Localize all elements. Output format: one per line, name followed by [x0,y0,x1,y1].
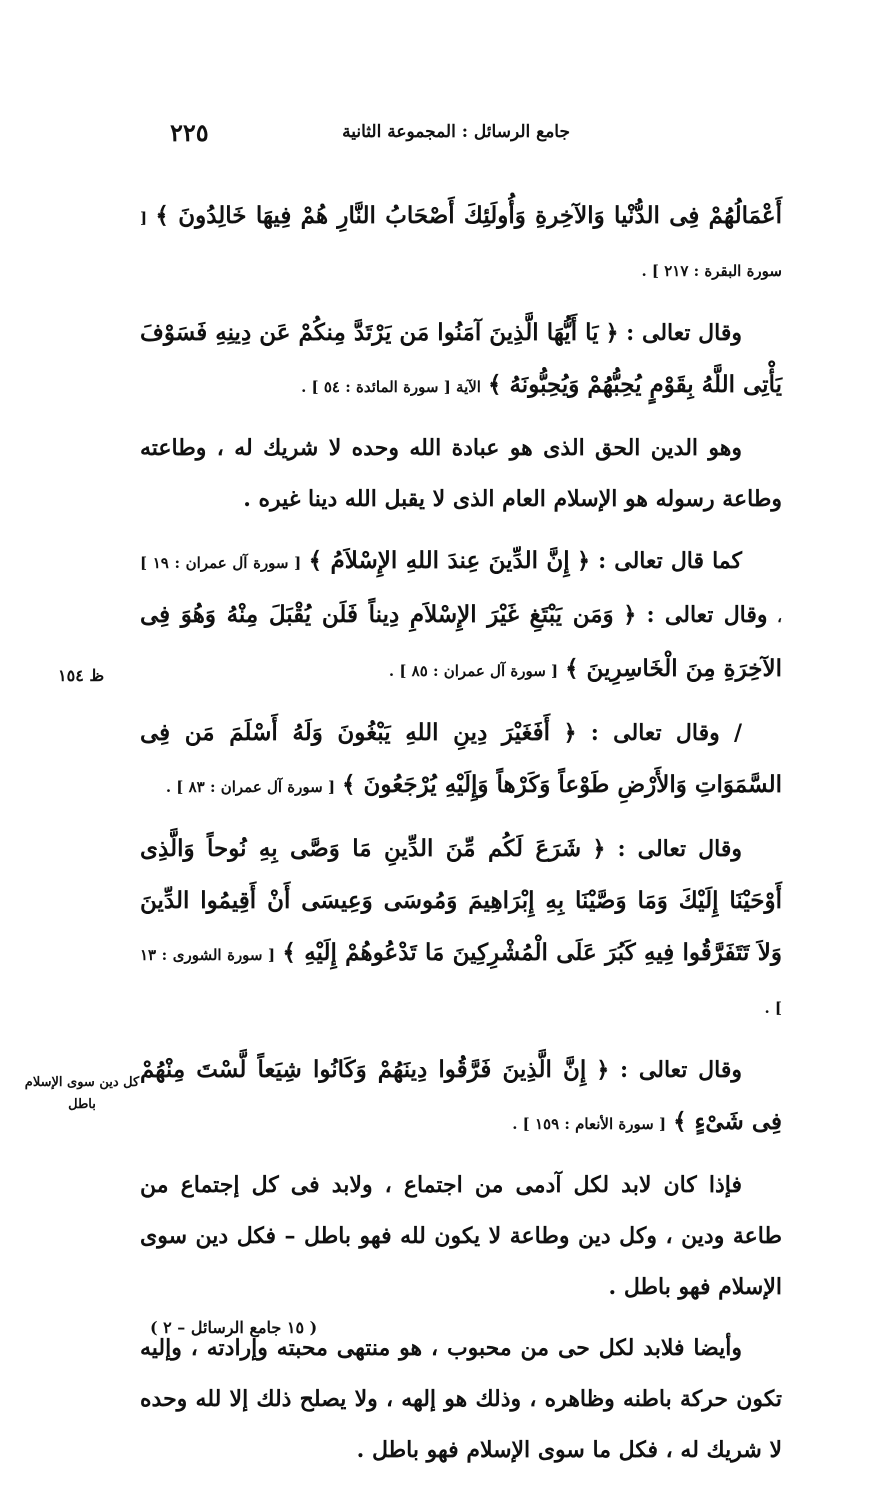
main-text [140,190,782,1486]
verse-reference: [ سورة الشورى : ١٣ ] . [140,946,782,1017]
quran-verse-2: وَمَن يَبْتَغِ غَيْرَ الإِسْلاَمِ دِيناً فَلَن يُقْبَلَ مِنْهُ وَهُوَ فِى الآخِرَةِ مِنَ الْخَاسِرِينَ ﴾ [140,601,782,682]
verse-reference: [ سورة البقرة : ٢١٧ ] . [140,209,782,280]
paragraph-5 [140,707,782,813]
folio-marker: ظ ١٥٤ [58,666,105,685]
verse-reference: [ سورة آل عمران : ١٩ ] ، [140,554,783,626]
verse-reference: الآية [ سورة المائدة : ٥٤ ] . [301,378,481,396]
quran-verse: إِنَّ الدِّينَ عِندَ اللهِ الإِسْلاَمُ ﴾ [308,547,570,574]
quran-verse: إِنَّ الَّذِينَ فَرَّقُوا دِينَهُمْ وَكَانُوا شِيَعاً لَّسْتَ مِنْهُمْ فِى شَىْءٍ ﴾ [140,1056,782,1135]
paragraph-7 [140,1044,782,1150]
margin-note: كل دين سوى الإسلام باطل [24,1075,140,1112]
verse-intro-2: وقال تعالى : ﴿ [623,602,768,628]
verse-reference: [ سورة الأنعام : ١٥٩ ] . [512,1115,667,1133]
verse-reference: [ سورة آل عمران : ٨٣ ] . [165,778,336,796]
quran-verse: يَا أَيُّهَا الَّذِينَ آمَنُوا مَن يَرْتَدَّ مِنكُمْ عَن دِينِهِ فَسَوْفَ يَأْتِى اللَّهُ بِقَوْمٍ يُحِبُّهُمْ وَيُحِبُّونَهُ ﴾ [140,319,782,398]
paragraph-9: وأيضا فلابد لكل حى من محبوب ، هو منتهى محبته وإرادته ، وإليه تكون حركة باطنه وظاهره ، وذلك هو إلهه ، ولا يصلح ذلك إلا لله وحده لا شريك له ، فكل ما سوى الإسلام فهو باطل . [140,1335,782,1463]
verse-intro: / وقال تعالى : ﴿ [563,720,743,746]
verse-intro: وقال تعالى : ﴿ [596,1057,742,1083]
verse-intro: وقال تعالى : ﴿ [605,320,742,346]
quran-verse: أَفَغَيْرَ دِينِ اللهِ يَبْغُونَ وَلَهُ أَسْلَمَ مَن فِى السَّمَوَاتِ وَالأَرْضِ طَوْعاً وَكَرْهاً وَإِلَيْهِ يُرْجَعُونَ ﴾ [140,719,782,798]
page-header [150,118,780,158]
running-title: جامع الرسائل : المجموعة الثانية [342,122,570,142]
paragraph-8: فإذا كان لابد لكل آدمى من اجتماع ، ولابد فى كل إجتماع من طاعة ودين ، وكل دين وطاعة لا يكون لله فهو باطل – فكل دين سوى الإسلام فهو باطل . [140,1172,782,1300]
paragraph-4 [140,535,782,697]
signature-mark: ( ١٥ جامع الرسائل – ٢ ) [150,1318,318,1337]
paragraph-1 [140,190,782,297]
paragraph-6 [140,823,782,1034]
verse-intro: وقال تعالى : ﴿ [592,836,742,862]
verse-intro: كما قال تعالى : ﴿ [577,548,742,574]
quran-verse: شَرَعَ لَكُم مِّنَ الدِّينِ مَا وَصَّى بِهِ نُوحاً وَالَّذِى أَوْحَيْنَا إِلَيْكَ وَمَا وَصَّيْنَا بِهِ إِبْرَاهِيمَ وَمُوسَى وَعِيسَى أَنْ أَقِيمُوا الدِّينَ وَلاَ تَتَفَرَّقُوا فِيهِ كَبُرَ عَلَى الْمُشْرِكِينَ مَا تَدْعُوهُمْ إِلَيْهِ ﴾ [140,835,782,966]
paragraph-3: وهو الدين الحق الذى هو عبادة الله وحده لا شريك له ، وطاعته وطاعة رسوله هو الإسلام العام الذى لا يقبل الله دينا غيره . [140,435,782,512]
verse-reference-2: [ سورة آل عمران : ٨٥ ] . [388,662,559,680]
paragraph-2 [140,307,782,413]
quran-verse: أَعْمَالُهُمْ فِى الدُّنْيا وَالآخِرةِ وَأُولَئِكَ أَصْحَابُ النَّارِ هُمْ فِيهَا خَالِدُونَ ﴾ [155,202,783,229]
page-number: ٢٢٥ [170,118,209,147]
